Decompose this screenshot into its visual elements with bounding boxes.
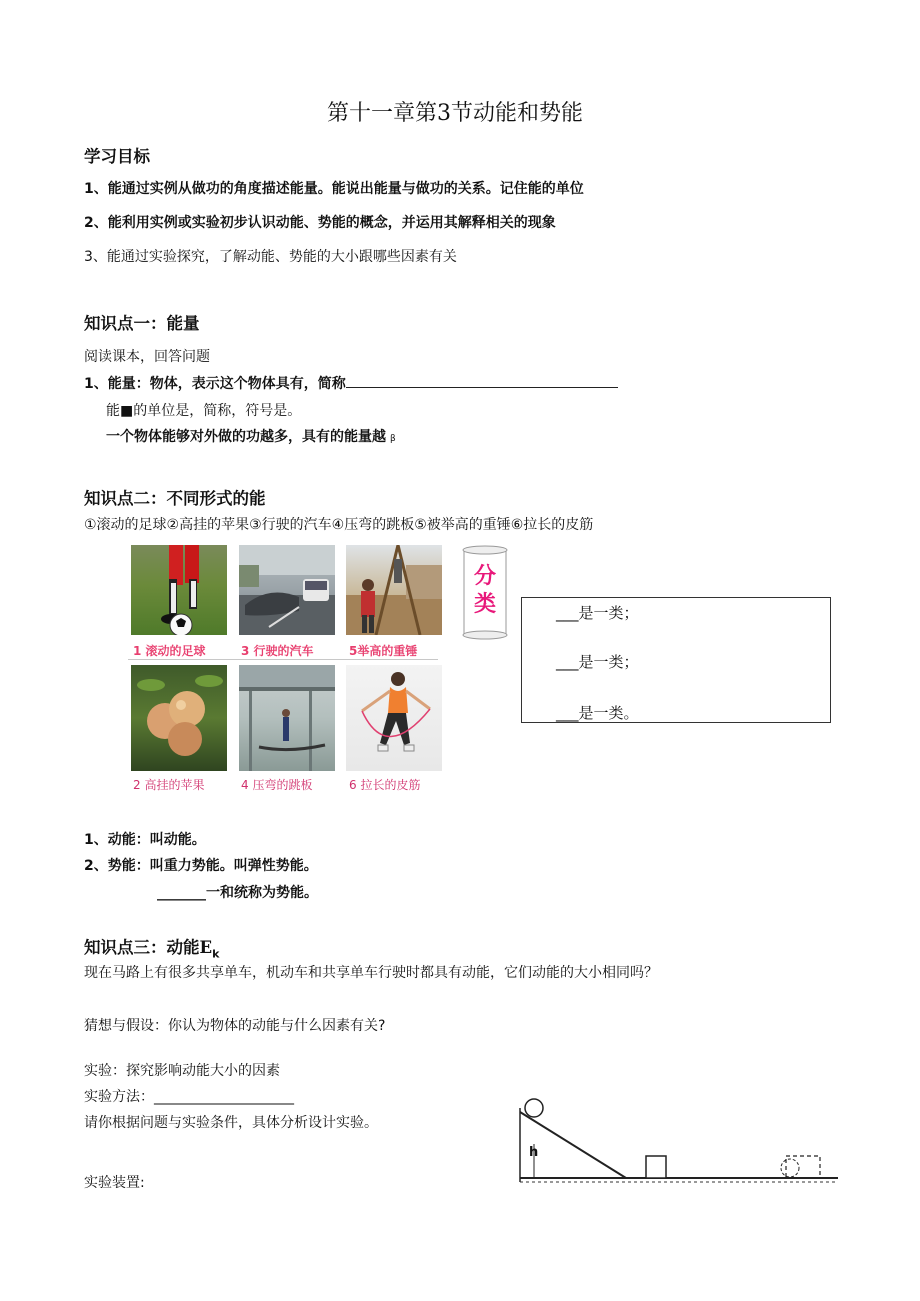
k2-list: ①滚动的足球②高挂的苹果③行驶的汽车④压弯的跳板⑤被举高的重锤⑥拉长的皮筋 (84, 517, 594, 533)
diving-board-photo (239, 665, 335, 771)
k3-design: 请你根据问题与实验条件，具体分析设计实验。 (84, 1115, 378, 1131)
classification-line[interactable]: ___是一类； (556, 653, 639, 671)
classification-line[interactable]: ___是一类； (556, 604, 639, 622)
car-illustration (239, 545, 335, 635)
caption-hammer: 5举高的重锤 (349, 644, 418, 658)
k1-answer-blank[interactable] (346, 373, 618, 388)
def-blank[interactable]: _______ (157, 885, 206, 901)
k3-experiment: 实验：探究影响动能大小的因素 (84, 1063, 280, 1079)
caption-football: 1 滚动的足球 (133, 644, 206, 658)
caption-diving-board: 4 压弯的跳板 (241, 778, 313, 792)
def-potential: 2、势能：叫重力势能。叫弹性势能。 (84, 858, 318, 874)
objective-item: 1、能通过实例从做功的角度描述能量。能说出能量与做功的关系。记住能的单位 (84, 181, 584, 197)
k3-heading-text: 知识点三：动能 (84, 938, 200, 957)
def-sum-text: 一和统称为势能。 (206, 885, 318, 901)
k1-line1-text: 1、能量：物体，表示这个物体具有，简称 (84, 376, 346, 392)
apple-photo (131, 665, 227, 771)
k3-hypothesis: 猜想与假设：你认为物体的动能与什么因素有关? (84, 1018, 386, 1034)
classify-scroll (458, 545, 512, 641)
rubber-band-photo (346, 665, 442, 771)
k3-heading-symbol: E (199, 938, 213, 957)
rubber-band-illustration (346, 665, 442, 771)
scroll-label: 分类 (473, 564, 496, 617)
ball-moved-dashed (781, 1159, 799, 1177)
def-kinetic: 1、动能：叫动能。 (84, 832, 206, 848)
caption-car: 3 行驶的汽车 (241, 644, 314, 658)
k3-method (84, 1086, 294, 1106)
k1-line3-text: 一个物体能够对外做的功越多，具有的能量越 (106, 429, 386, 445)
k2-heading: 知识点二：不同形式的能 (84, 489, 266, 508)
wooden-block (646, 1156, 666, 1178)
caption-apple: 2 高挂的苹果 (133, 778, 205, 792)
caption-divider (128, 659, 438, 660)
k3-apparatus: 实验装置: (84, 1175, 145, 1191)
k1-line1 (84, 373, 618, 393)
k3-method-label: 实验方法： (84, 1089, 154, 1105)
page-title: 第十一章第3节动能和势能 (327, 101, 583, 126)
k1-line3-tail: β (390, 434, 396, 444)
ball (525, 1099, 543, 1117)
k1-line2: 能■的单位是，简称，符号是。 (106, 403, 302, 419)
objective-item: 2、能利用实例或实验初步认识动能、势能的概念，并运用其解释相关的现象 (84, 215, 556, 231)
ramp-diagram (514, 1094, 844, 1190)
football-illustration (131, 545, 227, 635)
diving-illustration (239, 665, 335, 771)
k3-heading (84, 934, 219, 960)
objectives-heading: 学习目标 (84, 147, 150, 166)
caption-rubber-band: 6 拉长的皮筋 (349, 778, 421, 792)
car-photo (239, 545, 335, 635)
k1-line3 (106, 426, 396, 446)
hammer-illustration (346, 545, 442, 635)
k3-question: 现在马路上有很多共享单车，机动车和共享单车行驶时都具有动能，它们动能的大小相同吗？ (84, 965, 658, 981)
classification-box (521, 597, 831, 723)
classification-line[interactable]: ___是一类。 (556, 704, 639, 722)
k3-method-blank[interactable]: ____________________ (154, 1089, 294, 1105)
football-photo (131, 545, 227, 635)
apple-illustration (131, 665, 227, 771)
k1-intro: 阅读课本，回答问题 (84, 349, 210, 365)
block-moved-dashed (786, 1156, 820, 1178)
def-potential-sum (157, 882, 318, 902)
hammer-photo (346, 545, 442, 635)
objective-item: 3、能通过实验探究，了解动能、势能的大小跟哪些因素有关 (84, 249, 457, 265)
k3-heading-sub: k (212, 947, 220, 961)
height-label: h (529, 1145, 539, 1160)
k1-heading: 知识点一：能量 (84, 314, 200, 333)
